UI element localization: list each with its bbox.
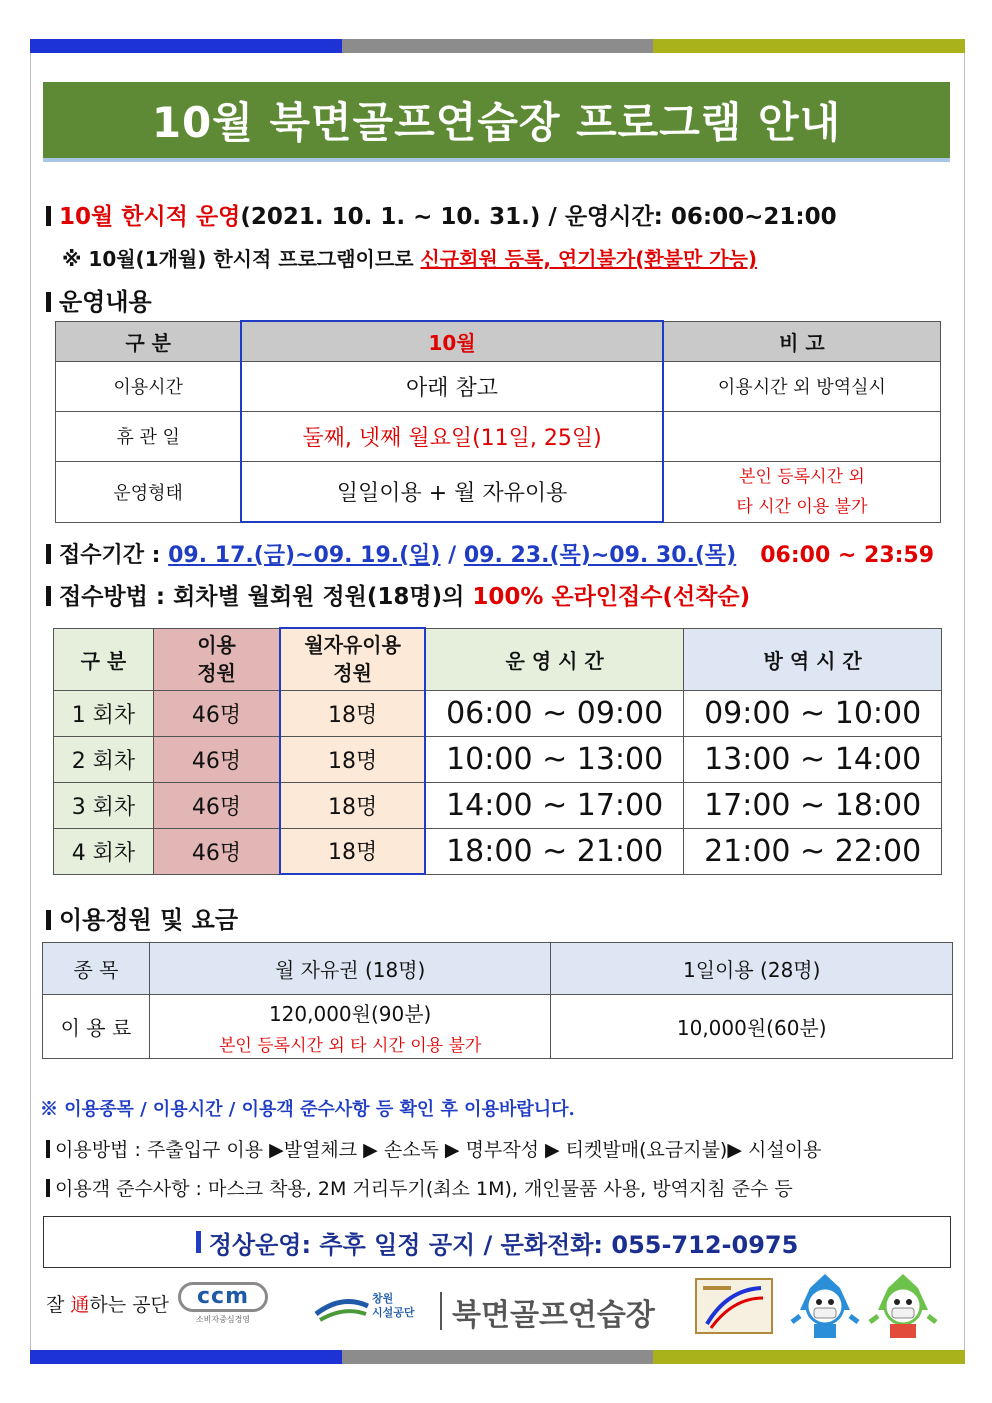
session-cell: 18명 [280, 782, 425, 828]
bullet-bar [46, 1140, 50, 1158]
org-swoosh-icon [312, 1292, 372, 1328]
mascot-green-icon [868, 1270, 938, 1342]
session-cell: 18:00 ~ 21:00 [425, 828, 684, 874]
table-row [54, 690, 942, 736]
contact-box [43, 1216, 951, 1268]
bullet-bar [46, 544, 51, 564]
session-cell: 18명 [280, 690, 425, 736]
guide-notice: ※ 이용종목 / 이용시간 / 이용객 준수사항 등 확인 후 이용바랍니다. [40, 1099, 575, 1120]
session-header-cell: 월자유이용 정원 [280, 628, 425, 690]
table-row [54, 628, 942, 690]
fee-cell: 이 용 료 [43, 995, 150, 1059]
session-header-cell: 방 역 시 간 [684, 628, 942, 690]
guide-method: 이용방법 : 주출입구 이용 ▶발열체크 ▶ 손소독 ▶ 명부작성 ▶ 티켓발매(요금지불)▶ 시설이용 [46, 1135, 821, 1162]
slogan-logo: 잘 通하는 공단 [46, 1294, 169, 1316]
table-row [56, 361, 941, 411]
fee-cell [149, 995, 551, 1059]
bullet-bar [46, 206, 51, 226]
table-row [54, 782, 942, 828]
session-table [53, 627, 942, 875]
fee-header-cell: 1일이용 (28명) [551, 943, 953, 995]
table-row [56, 411, 941, 461]
operation-period [46, 198, 837, 231]
session-cell: 06:00 ~ 09:00 [425, 690, 684, 736]
ops-cell: 아래 참고 [241, 361, 663, 411]
bullet-bar [46, 586, 51, 606]
note-red: 신규회원 등록, 연기불가(환불만 가능) [420, 247, 758, 271]
ops-header-cell: 구 분 [56, 321, 242, 361]
session-header-cell: 구 분 [54, 628, 154, 690]
session-cell: 09:00 ~ 10:00 [684, 690, 942, 736]
monthly-note: 본인 등록시간 외 타 시간 이용 불가 [218, 1035, 482, 1056]
certification-badge-icon [695, 1278, 773, 1334]
fees-heading: 이용정원 및 요금 [46, 900, 238, 935]
ops-cell: 운영형태 [56, 461, 242, 522]
table-row [43, 995, 953, 1059]
facility-name: 북면골프연습장 [452, 1298, 655, 1333]
table-row [56, 321, 941, 361]
bullet-bar [46, 910, 51, 930]
ops-table [55, 320, 941, 523]
bottom-color-stripe [30, 1350, 965, 1364]
session-cell: 46명 [153, 828, 280, 874]
table-row [54, 736, 942, 782]
session-cell: 17:00 ~ 18:00 [684, 782, 942, 828]
session-cell: 10:00 ~ 13:00 [425, 736, 684, 782]
top-color-stripe [30, 39, 965, 53]
table-row [56, 461, 941, 522]
logo-divider [440, 1292, 442, 1330]
ops-cell: 일일이용 + 월 자유이용 [241, 461, 663, 522]
fee-header-cell: 월 자유권 (18명) [149, 943, 551, 995]
session-cell: 46명 [153, 782, 280, 828]
session-cell: 3 회차 [54, 782, 154, 828]
reception-period-2: 09. 23.(목)~09. 30.(목) [463, 543, 737, 568]
ops-header-cell: 10월 [241, 321, 663, 361]
monthly-price: 120,000원(90분) [268, 1001, 432, 1026]
session-cell: 13:00 ~ 14:00 [684, 736, 942, 782]
session-cell: 18명 [280, 736, 425, 782]
fee-header-cell: 종 목 [43, 943, 150, 995]
ops-header-cell: 비 고 [663, 321, 941, 361]
reception-time: 06:00 ~ 23:59 [760, 543, 935, 568]
operation-period-red: 10월 한시적 운영 [59, 204, 241, 230]
ops-cell: 이용시간 [56, 361, 242, 411]
session-cell: 18명 [280, 828, 425, 874]
contact-text: 정상운영: 추후 일정 공지 / 문화전화: 055-712-0975 [208, 1230, 799, 1259]
ccm-logo: ccm 소비자중심경영 [178, 1282, 268, 1325]
guide-rules: 이용객 준수사항 : 마스크 착용, 2M 거리두기(최소 1M), 개인물품 사용, 방역지침 준수 등 [46, 1174, 793, 1201]
ops-cell [663, 411, 941, 461]
session-cell: 46명 [153, 736, 280, 782]
reception-method: 접수방법 : 회차별 월회원 정원(18명)의 100% 온라인접수(선착순) [46, 578, 750, 611]
reception-period: 접수기간 : 09. 17.(금)~09. 19.(일) / 09. 23.(목)~09. 30.(목) 06:00 ~ 23:59 [46, 538, 934, 569]
page-title: 10월 북면골프연습장 프로그램 안내 [43, 82, 950, 162]
fee-cell: 10,000원(60분) [551, 995, 953, 1059]
session-cell: 2 회차 [54, 736, 154, 782]
session-header-cell: 이용 정원 [153, 628, 280, 690]
session-cell: 1 회차 [54, 690, 154, 736]
bullet-bar [196, 1231, 201, 1253]
reception-period-1: 09. 17.(금)~09. 19.(일) [168, 543, 441, 568]
mascot-blue-icon [790, 1270, 860, 1342]
ops-cell: 이용시간 외 방역실시 [663, 361, 941, 411]
bullet-bar [46, 1179, 50, 1197]
operation-period-rest: (2021. 10. 1. ~ 10. 31.) / 운영시간: 06:00~21:00 [240, 204, 837, 230]
session-cell: 21:00 ~ 22:00 [684, 828, 942, 874]
reception-method-red: 100% 온라인접수(선착순) [472, 584, 751, 610]
ops-cell: 본인 등록시간 외 타 시간 이용 불가 [663, 461, 941, 522]
session-cell: 46명 [153, 690, 280, 736]
ops-cell: 둘째, 넷째 월요일(11일, 25일) [241, 411, 663, 461]
left-border [30, 53, 31, 1350]
session-cell: 14:00 ~ 17:00 [425, 782, 684, 828]
table-row [54, 828, 942, 874]
session-header-cell: 운 영 시 간 [425, 628, 684, 690]
operation-note [62, 243, 757, 272]
session-cell: 4 회차 [54, 828, 154, 874]
ops-heading: 운영내용 [46, 282, 152, 317]
ops-cell: 휴 관 일 [56, 411, 242, 461]
right-border [964, 53, 965, 1350]
fee-table [42, 942, 953, 1059]
org-logo: 창원 시설공단 [312, 1288, 442, 1332]
bullet-bar [46, 292, 51, 312]
note-prefix: ※ 10월(1개월) 한시적 프로그램이므로 [62, 247, 421, 271]
table-row [43, 943, 953, 995]
